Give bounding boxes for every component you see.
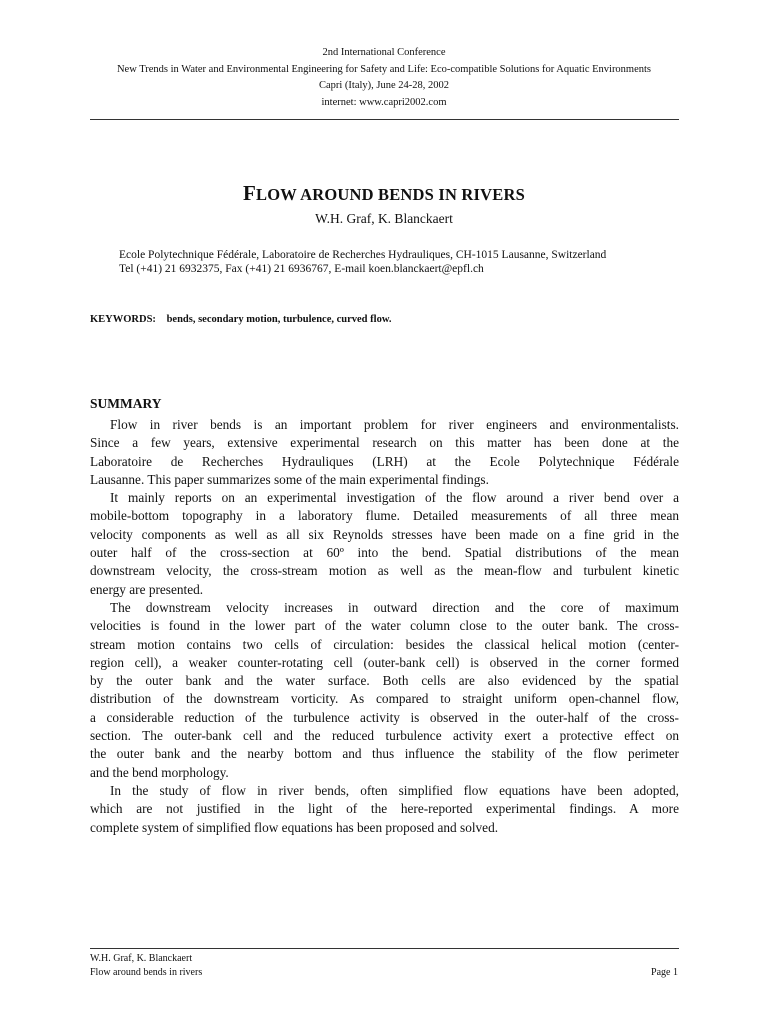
summary-line: The downstream velocity increases in outward direction and the core of maximum [110, 599, 679, 615]
summary-heading: SUMMARY [90, 396, 162, 411]
summary-line: the outer bank and the nearby bottom and thus influence the stability of the flow perimeter [90, 746, 679, 762]
affiliation-contact: Tel (+41) 21 6932375, Fax (+41) 21 6936767, E-mail koen.blanckaert@epfl.ch [119, 263, 484, 275]
summary-line: Lausanne. This paper summarizes some of the main experimental findings. [90, 471, 489, 487]
footer-short-title: Flow around bends in rivers [90, 967, 203, 978]
keywords-label: KEYWORDS: [90, 314, 156, 325]
summary-line: downstream velocity, the cross-stream motion as well as the mean-flow and turbulent kinetic [90, 563, 679, 579]
summary-line: section. The outer-bank cell and the reduced turbulence activity exert a protective effect on [90, 728, 679, 744]
footer-rule [90, 948, 679, 949]
summary-line: which are not justified in the light of the here-reported experimental findings. A more [90, 801, 679, 817]
page-number: Page 1 [651, 967, 678, 978]
summary-line: It mainly reports on an experimental investigation of the flow around a river bend over a [110, 490, 679, 506]
conference-website: internet: www.capri2002.com [321, 96, 447, 108]
summary-line: stream motion contains two cells of circulation: besides the classical helical motion (center- [90, 636, 679, 652]
footer-authors: W.H. Graf, K. Blanckaert [90, 953, 193, 964]
conference-name: New Trends in Water and Environmental Engineering for Safety and Life: Eco-compatible Solutions for Aquatic Environments [116, 63, 652, 75]
summary-line: velocities is found in the lower part of the water column close to the outer bank. The cross- [90, 618, 679, 634]
summary-line: by the outer bank and the water surface. Both cells are also evidenced by the spatial [90, 673, 679, 689]
summary-line: distribution of the downstream vorticity. As compared to straight uniform open-channel flow, [90, 691, 679, 707]
summary-line: mobile-bottom topography in a laboratory flume. Detailed measurements of all three mean [90, 508, 679, 524]
summary-line: region cell), a weaker counter-rotating cell (outer-bank cell) is observed in the corner formed [90, 654, 679, 670]
summary-line: complete system of simplified flow equations has been proposed and solved. [90, 819, 499, 835]
summary-line: Flow in river bends is an important problem for river engineers and environmentalists. [110, 417, 679, 432]
summary-line: Since a few years, extensive experimental research on this matter has been done at the [90, 435, 679, 451]
paper-authors: W.H. Graf, K. Blanckaert [315, 211, 453, 226]
keywords-value: bends, secondary motion, turbulence, curved flow. [166, 314, 392, 325]
title-rest: LOW AROUND BENDS IN RIVERS [256, 185, 525, 204]
summary-line: energy are presented. [90, 581, 204, 597]
summary-line: velocity components as well as all six Reynolds stresses have been made on a fine grid in the [90, 526, 679, 542]
summary-line: In the study of flow in river bends, often simplified flow equations have been adopted, [110, 782, 679, 798]
affiliation-address: Ecole Polytechnique Fédérale, Laboratoire de Recherches Hydrauliques, CH-1015 Lausanne, Switzerland [119, 249, 607, 261]
header-rule [90, 119, 679, 120]
conference-edition: 2nd International Conference [322, 47, 446, 58]
summary-body [90, 416, 679, 837]
title-initial: F [243, 181, 257, 205]
summary-line: Laboratoire de Recherches Hydrauliques (LRH) at the Ecole Polytechnique Fédérale [90, 453, 679, 469]
keywords [90, 314, 391, 325]
conference-header [60, 45, 708, 111]
footer-left [90, 952, 202, 980]
conference-location-date: Capri (Italy), June 24-28, 2002 [318, 80, 450, 91]
summary-line: outer half of the cross-section at 60º into the bend. Spatial distributions of the mean [90, 545, 679, 561]
summary-line: and the bend morphology. [90, 764, 229, 780]
paper-title [0, 181, 768, 206]
affiliation [119, 248, 679, 276]
summary-line: a considerable reduction of the turbulence activity is observed in the outer-half of the cross- [90, 709, 679, 725]
